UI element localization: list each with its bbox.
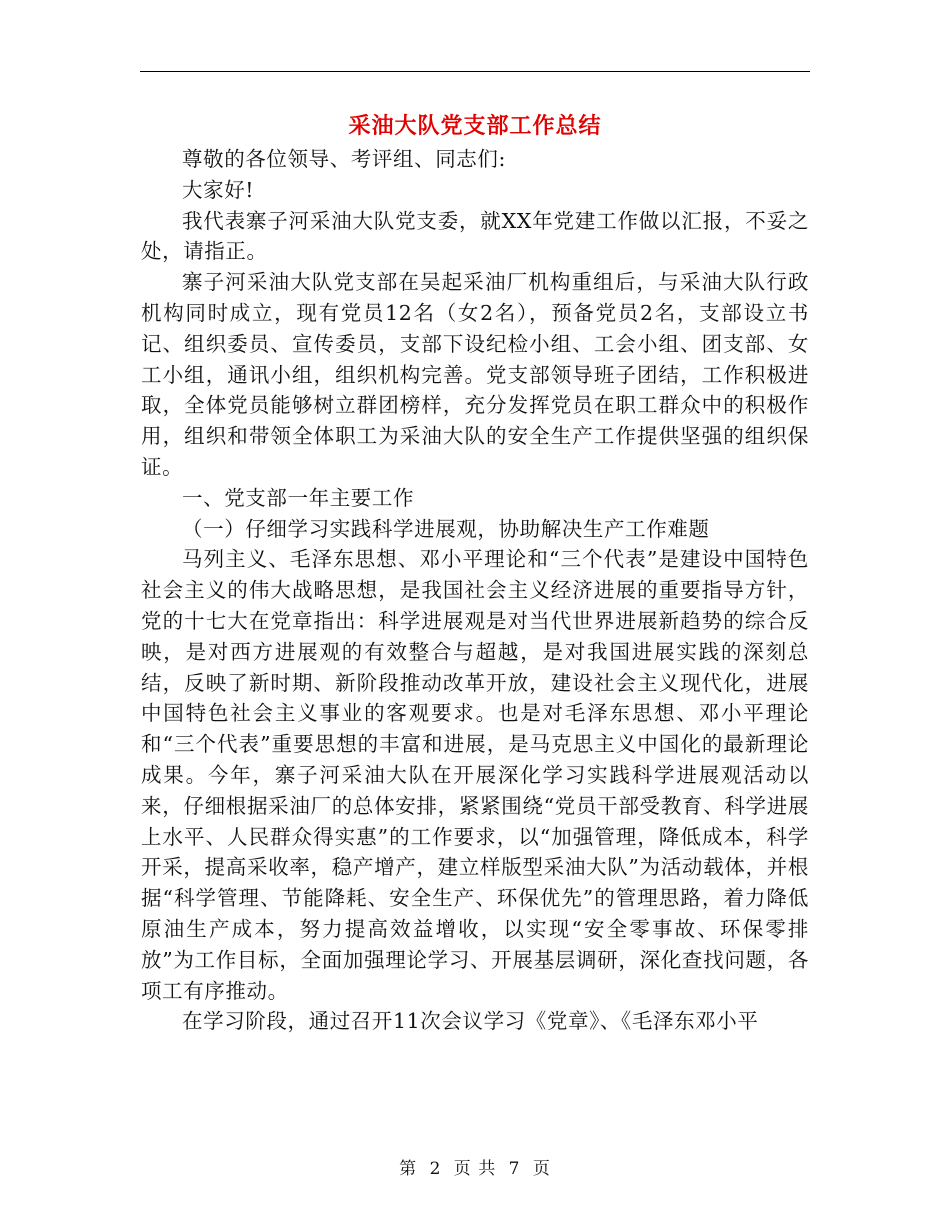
section-heading: 一、党支部一年主要工作 — [182, 485, 415, 510]
body-paragraph: 在学习阶段，通过召开11次会议学习《党章》、《毛泽东邓小平 — [182, 1009, 759, 1034]
greeting: 大家好! — [182, 177, 255, 202]
footer-total-pages: 7 — [508, 1159, 521, 1179]
body-paragraph: 寨子河采油大队党支部在吴起采油厂机构重组后，与采油大队行政机构同时成立，现有党员12名（女2名），预备党员2名，支部设立书记、组织委员、宣传委员，支部下设纪检小组、工会小组、团支部、女工小组，通讯小组，组织机构完善。党支部领导班子团结，工作积极进取，全体党员能够树立群团榜样，充分发挥党员在职工群众中的积极作用，组织和带领全体职工为采油大队的安全生产工作提供坚强的组织保证。 — [141, 270, 809, 479]
footer-suffix: 页 — [532, 1159, 551, 1179]
salutation: 尊敬的各位领导、考评组、同志们: — [182, 147, 507, 171]
body-paragraph: 我代表寨子河采油大队党支委，就XX年党建工作做以汇报，不妥之处，请指正。 — [141, 208, 809, 264]
body-paragraph: 马列主义、毛泽东思想、邓小平理论和“三个代表”是建设中国特色社会主义的伟大战略思想，是我国社会主义经济进展的重要指导方针，党的十七大在党章指出：科学进展观是对当代世界进展新趋势的综合反映，是对西方进展观的有效整合与超越，是对我国进展实践的深刻总结，反映了新时期、新阶段推动改革开放，建设社会主义现代化，进展中国特色社会主义事业的客观要求。也是对毛泽东思想、邓小平理论和“三个代表”重要思想的丰富和进展，是马克思主义中国化的最新理论成果。今年，寨子河采油大队在开展深化学习实践科学进展观活动以来，仔细根据采油厂的总体安排，紧紧围绕“党员干部受教育、科学进展上水平、人民群众得实惠”的工作要求，以“加强管理，降低成本，科学开采，提高采收率，稳产增产，建立样版型采油大队”为活动载体，并根据“科学管理、节能降耗、安全生产、环保优先”的管理思路，着力降低原油生产成本，努力提高效益增收，以实现“安全零事故、环保零排放”为工作目标，全面加强理论学习、开展基层调研，深化查找问题，各项工有序推动。 — [141, 547, 809, 1003]
header-rule — [140, 71, 810, 72]
footer-middle: 页 共 — [453, 1159, 497, 1179]
footer-prefix: 第 — [399, 1159, 418, 1179]
page-footer — [0, 1154, 950, 1179]
document-page — [141, 108, 809, 1037]
subsection-heading: （一）仔细学习实践科学进展观，协助解决生产工作难题 — [182, 516, 710, 541]
document-title: 采油大队党支部工作总结 — [348, 113, 602, 139]
footer-current-page: 2 — [429, 1159, 442, 1179]
